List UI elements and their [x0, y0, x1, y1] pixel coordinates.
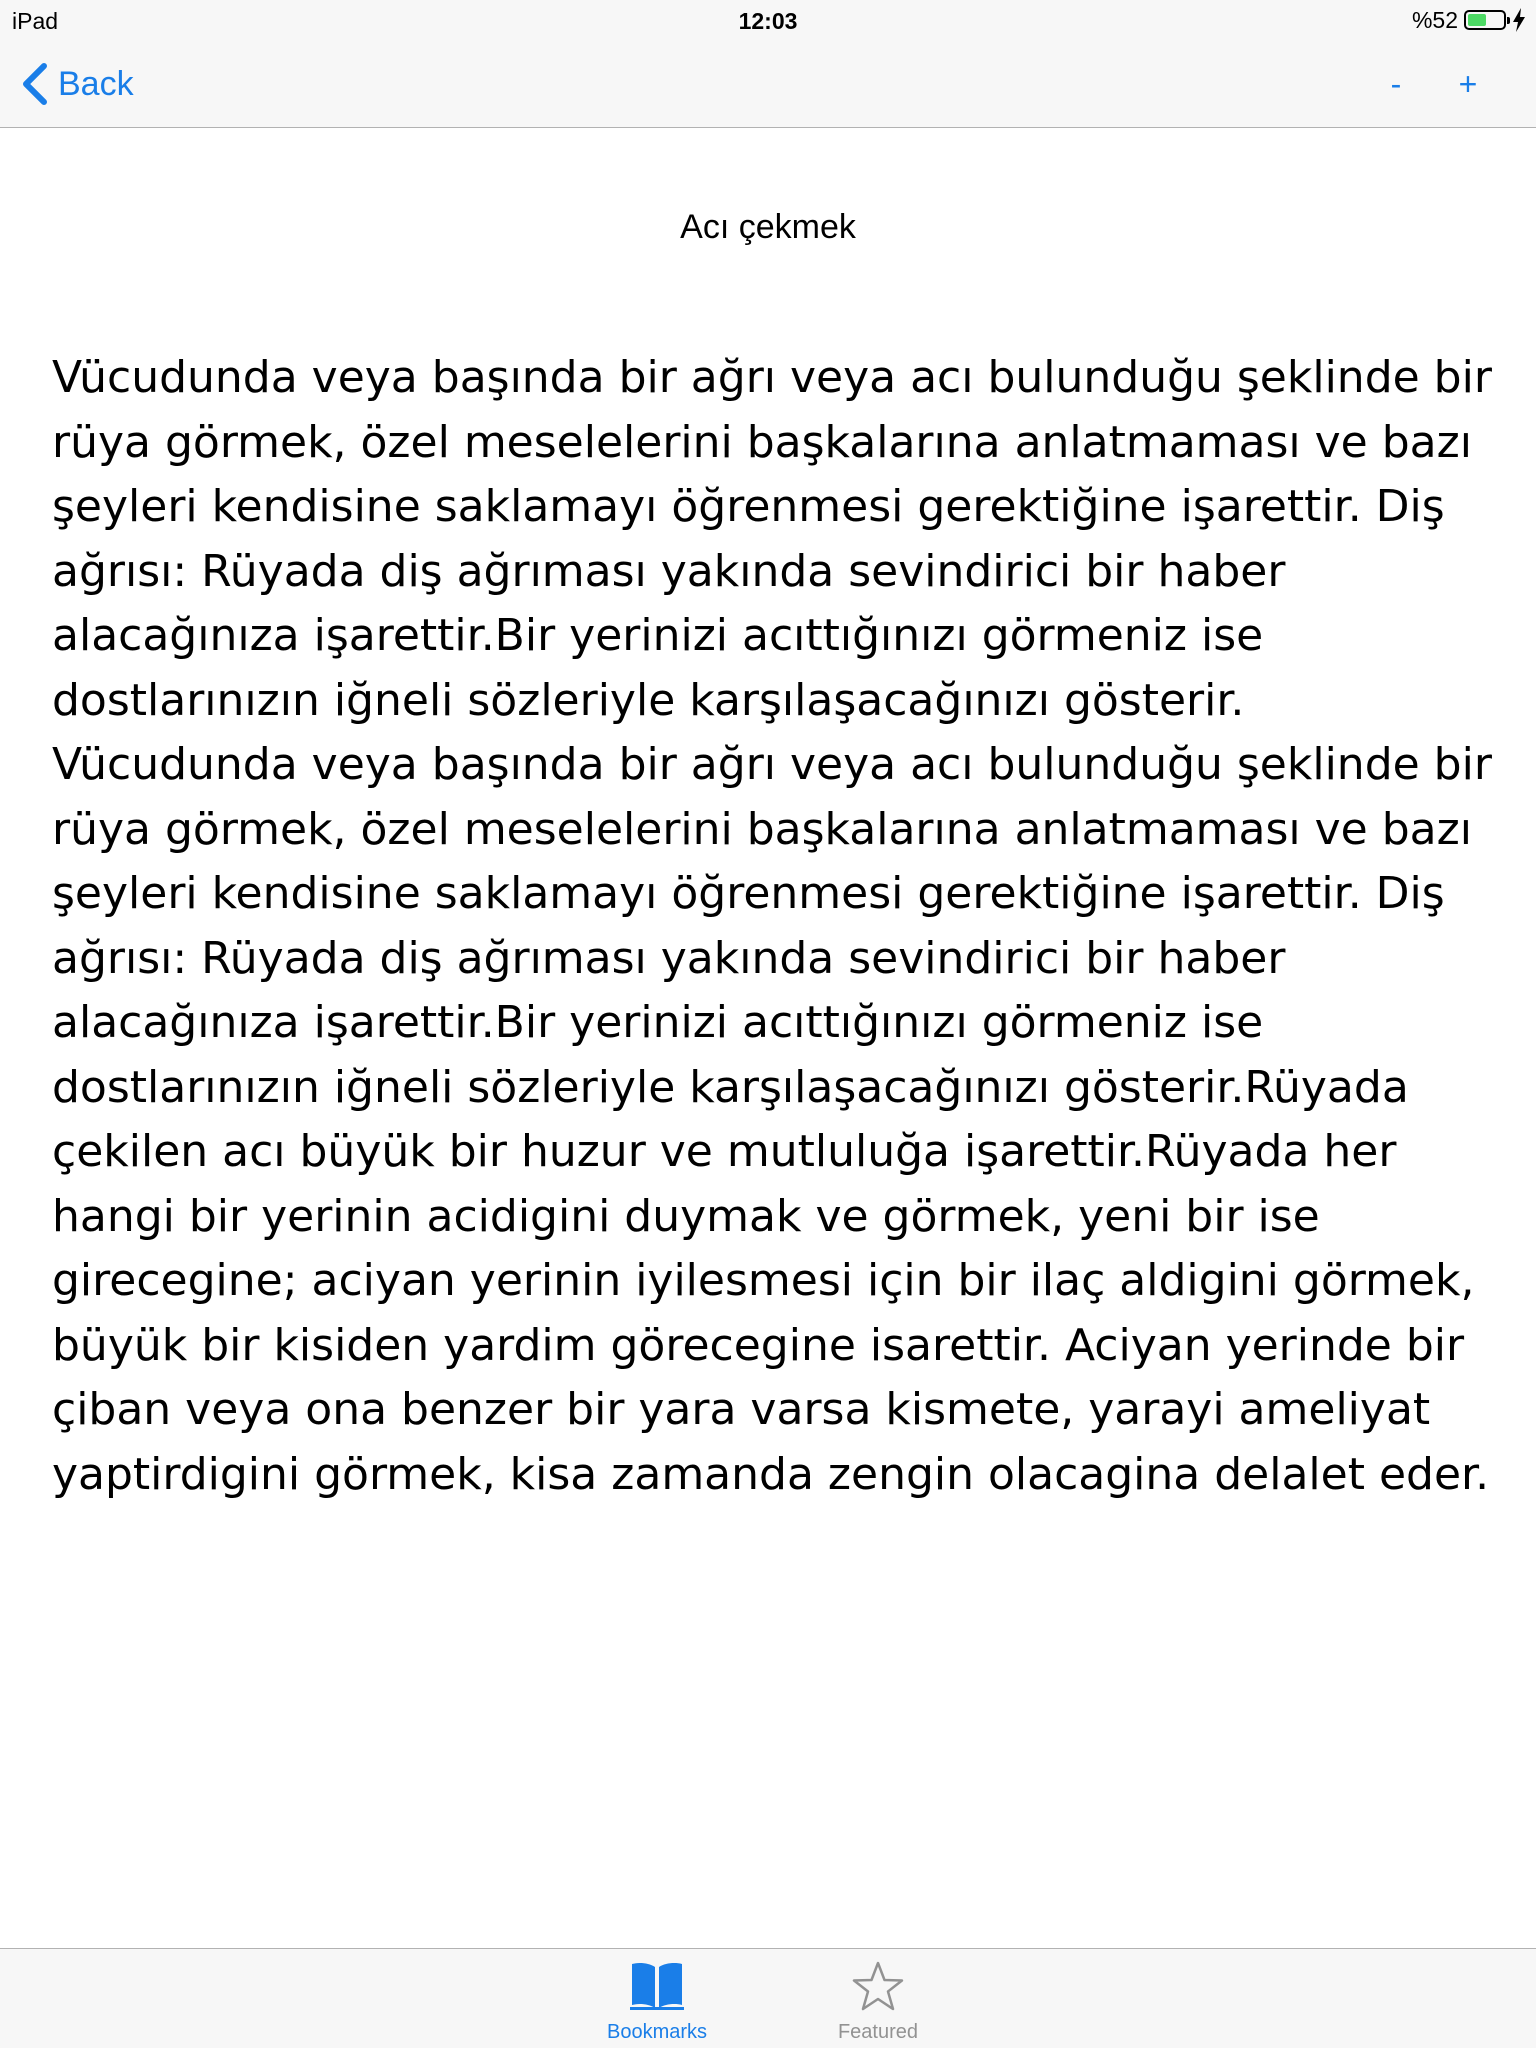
- tab-bar: [0, 1948, 1536, 2048]
- bolt-icon: [1512, 8, 1526, 32]
- tab-featured-label: Featured: [837, 2021, 919, 2043]
- chevron-left-icon: [20, 62, 50, 106]
- increase-font-button[interactable]: +: [1458, 66, 1478, 102]
- status-bar: [0, 0, 1536, 40]
- device-name: iPad: [12, 8, 59, 34]
- status-right-group: [1412, 6, 1526, 34]
- star-icon: [848, 1959, 908, 2015]
- article-body: Vücudunda veya başında bir ağrı veya acı bulunduğu şeklinde bir rüya görmek, özel meselelerini başkalarına anlatmaması ve bazı şeyleri kendisine saklamayı öğrenmesi gerektiğine işarettir. Diş ağrısı: Rüyada diş ağrıması yakında sevindirici bir haber alacağınıza işarettir.Bir yerinizi acıttığınızı görmeniz ise dostlarınızın iğneli sözleriyle karşılaşacağınızı gösterir. Vücudunda veya başında bir ağrı veya acı bulunduğu şeklinde bir rüya görmek, özel meselelerini başkalarına anlatmaması ve bazı şeyleri kendisine saklamayı öğrenmesi gerektiğine işarettir. Diş ağrısı: Rüyada diş ağrıması yakında sevindirici bir haber alacağınıza işarettir.Bir yerinizi acıttığınızı görmeniz ise dostlarınızın iğneli sözleriyle karşılaşacağınızı gösterir.Rüyada çekilen acı büyük bir huzur ve mutluluğa işarettir.Rüyada her hangi bir yerinin acidigini duymak ve görmek, yeni bir ise girecegine; aciyan yerinin iyilesmesi için bir ilaç aldigini görmek, büyük bir kisiden yardim görecegine isarettir. Aciyan yerinde bir çiban veya ona benzer bir yara varsa kismete, yarayi ameliyat yaptirdigini görmek, kisa zamanda zengin olacagina delalet eder.: [52, 352, 1492, 1500]
- battery-icon: [1464, 10, 1506, 30]
- book-icon: [627, 1959, 687, 2015]
- decrease-font-button[interactable]: -: [1390, 66, 1402, 102]
- back-button[interactable]: [20, 60, 134, 108]
- battery-level-fill: [1468, 14, 1486, 26]
- back-label: Back: [58, 64, 134, 103]
- tab-bookmarks[interactable]: [577, 1949, 737, 2049]
- navigation-bar: [0, 40, 1536, 128]
- page-title: Acı çekmek: [680, 208, 856, 246]
- article-content[interactable]: [0, 128, 1536, 1948]
- status-time: 12:03: [738, 8, 798, 34]
- battery-percent: %52: [1411, 6, 1458, 33]
- tab-featured[interactable]: [798, 1949, 958, 2049]
- tab-bookmarks-label: Bookmarks: [606, 2021, 708, 2043]
